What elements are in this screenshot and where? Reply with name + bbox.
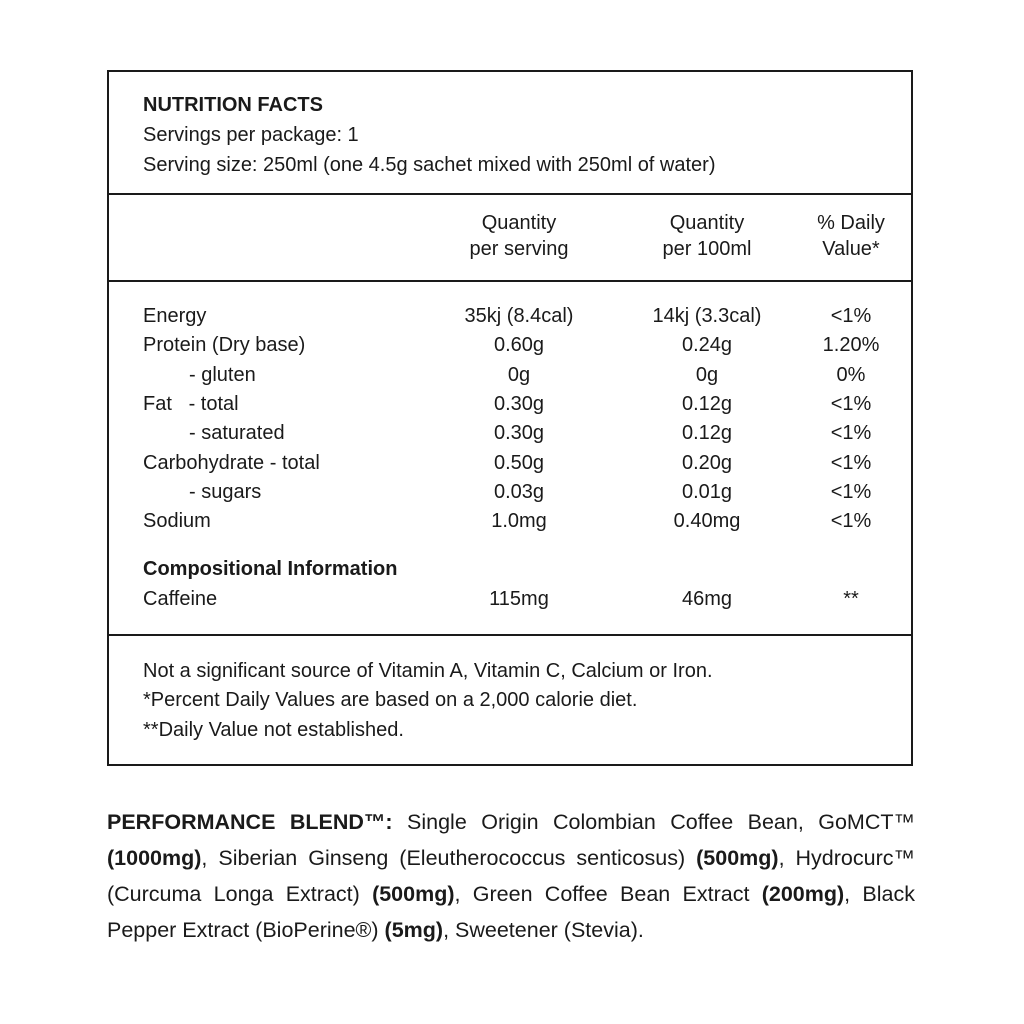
row-daily-value: <1% — [830, 481, 872, 503]
row-daily-value: <1% — [830, 452, 872, 474]
row-per-serving: 0.30g — [493, 393, 545, 415]
ingredient-text: , Siberian Ginseng (Eleutherococcus senticosus) — [201, 846, 697, 870]
ingredient-amount: (500mg) — [696, 846, 779, 870]
ingredient-amount: (5mg) — [384, 918, 444, 942]
row-daily-value: <1% — [830, 305, 872, 327]
ingredient-text: , Hydrocurc™ (Curcuma Longa Extract) — [107, 846, 916, 906]
divider — [109, 634, 911, 636]
row-label: Carbohydrate - total — [143, 452, 320, 474]
compositional-info-title: Compositional Information — [143, 558, 398, 580]
row-per-100ml: 0.01g — [681, 481, 733, 503]
row-daily-value: <1% — [830, 510, 872, 532]
row-per-100ml: 0.20g — [681, 452, 733, 474]
nutrition-facts-panel — [107, 70, 913, 766]
row-per-100ml: 46mg — [681, 588, 733, 610]
footnote: **Daily Value not established. — [143, 719, 404, 741]
header-per-serving-line2: per serving — [469, 238, 569, 260]
ingredient-text: Single Origin Colombian Coffee Bean, GoMCT™ — [392, 810, 916, 834]
row-per-serving: 1.0mg — [491, 510, 547, 532]
row-per-serving: 35kj (8.4cal) — [464, 305, 574, 327]
row-per-serving: 115mg — [489, 588, 549, 610]
serving-size: Serving size: 250ml (one 4.5g sachet mixed with 250ml of water) — [143, 154, 716, 176]
ingredient-text: , Green Coffee Bean Extract — [454, 882, 762, 906]
header-daily-value-line2: Value* — [822, 238, 880, 260]
ingredient-text: , Black Pepper Extract (BioPerine®) — [107, 882, 915, 942]
footnote: Not a significant source of Vitamin A, Vitamin C, Calcium or Iron. — [143, 660, 713, 682]
header-per-100ml-line2: per 100ml — [662, 238, 752, 260]
ingredient-text: , Sweetener (Stevia). — [443, 918, 644, 942]
header-per-100ml — [615, 210, 799, 262]
row-per-serving: 0.03g — [493, 481, 545, 503]
header-per-100ml-line1: Quantity — [669, 212, 745, 234]
divider — [109, 193, 911, 195]
row-label: - gluten — [189, 364, 256, 386]
row-label: - sugars — [189, 481, 262, 503]
header-per-serving-line1: Quantity — [481, 212, 557, 234]
row-per-100ml: 0.40mg — [673, 510, 741, 532]
row-per-serving: 0.30g — [493, 422, 545, 444]
nutrition-facts-title: NUTRITION FACTS — [143, 94, 323, 116]
row-per-100ml: 0g — [695, 364, 719, 386]
row-daily-value: 0% — [836, 364, 866, 386]
servings-per-package: Servings per package: 1 — [143, 124, 359, 146]
row-daily-value: ** — [843, 588, 859, 610]
row-per-100ml: 0.24g — [681, 334, 733, 356]
row-per-100ml: 0.12g — [681, 422, 733, 444]
header-daily-value-line1: % Daily — [817, 212, 885, 234]
ingredient-amount: (500mg) — [372, 882, 455, 906]
row-per-100ml: 14kj (3.3cal) — [652, 305, 762, 327]
row-per-serving: 0.50g — [493, 452, 545, 474]
header-per-serving — [427, 210, 611, 262]
row-label: Sodium — [143, 510, 211, 532]
ingredient-amount: (200mg) — [761, 882, 845, 906]
row-label: Energy — [143, 305, 207, 327]
row-label: Fat - total — [143, 393, 239, 415]
header-daily-value — [801, 210, 901, 262]
row-label: Caffeine — [143, 588, 218, 610]
row-per-serving: 0g — [507, 364, 531, 386]
performance-blend-ingredients — [107, 804, 915, 948]
row-daily-value: 1.20% — [822, 334, 880, 356]
ingredient-amount: (1000mg) — [107, 846, 202, 870]
row-per-100ml: 0.12g — [681, 393, 733, 415]
blend-title: PERFORMANCE BLEND™: — [107, 810, 393, 834]
row-daily-value: <1% — [830, 422, 872, 444]
row-per-serving: 0.60g — [493, 334, 545, 356]
footnote: *Percent Daily Values are based on a 2,000 calorie diet. — [143, 689, 638, 711]
row-label: - saturated — [189, 422, 285, 444]
divider — [109, 280, 911, 282]
row-daily-value: <1% — [830, 393, 872, 415]
row-label: Protein (Dry base) — [143, 334, 306, 356]
